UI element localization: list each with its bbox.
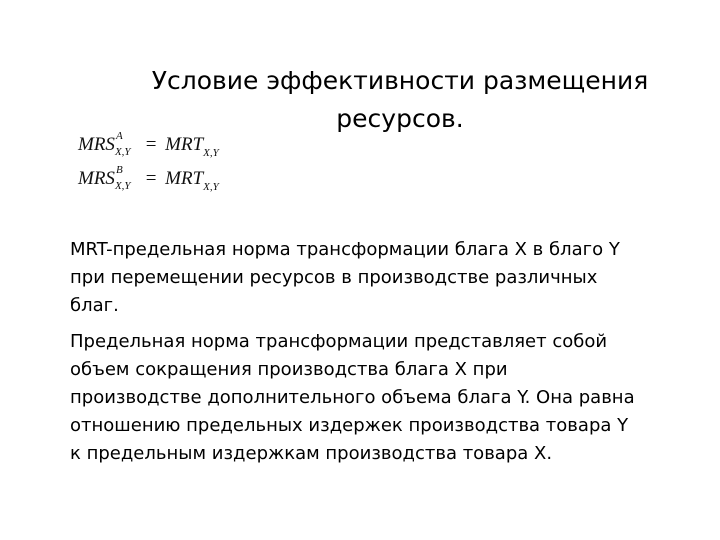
text-line: производстве дополнительного объема блага Y. Она равна	[70, 387, 635, 408]
formula-left-term: MRS	[78, 134, 115, 155]
formula-right-term: MRT	[165, 168, 204, 189]
text-line: MRT-предельная норма трансформации блага X в благо Y	[70, 239, 620, 260]
formula-indices	[114, 164, 141, 192]
formula-superscript: B	[115, 164, 123, 176]
formula-mrs-a	[78, 130, 219, 168]
text-line: объем сокращения производства блага X при	[70, 359, 508, 380]
body-text	[70, 236, 690, 476]
formula-mrs-b	[78, 164, 219, 202]
formula-equals: =	[145, 168, 157, 189]
text-line: благ.	[70, 295, 119, 316]
text-line: к предельным издержкам производства товара X.	[70, 443, 553, 464]
formula-right-subscript: X,Y	[203, 181, 219, 193]
text-line: при перемещении ресурсов в производстве различных	[70, 267, 598, 288]
title-line-1: Условие эффективности размещения	[151, 66, 649, 95]
formula-right-term: MRT	[165, 134, 204, 155]
text-line: Предельная норма трансформации представляет собой	[70, 331, 608, 352]
formula-block	[78, 130, 219, 202]
formula-subscript: X,Y	[114, 180, 131, 192]
formula-right-subscript: X,Y	[203, 147, 219, 159]
formula-subscript: X,Y	[114, 146, 131, 158]
slide-title	[100, 62, 700, 138]
formula-indices	[114, 130, 141, 158]
formula-superscript: A	[115, 130, 123, 142]
title-line-2: ресурсов.	[336, 104, 464, 133]
paragraph-mrt-definition	[70, 236, 690, 320]
formula-equals: =	[145, 134, 157, 155]
text-line: отношению предельных издержек производства товара Y	[70, 415, 629, 436]
formula-left-term: MRS	[78, 168, 115, 189]
paragraph-mrt-explanation	[70, 328, 690, 468]
